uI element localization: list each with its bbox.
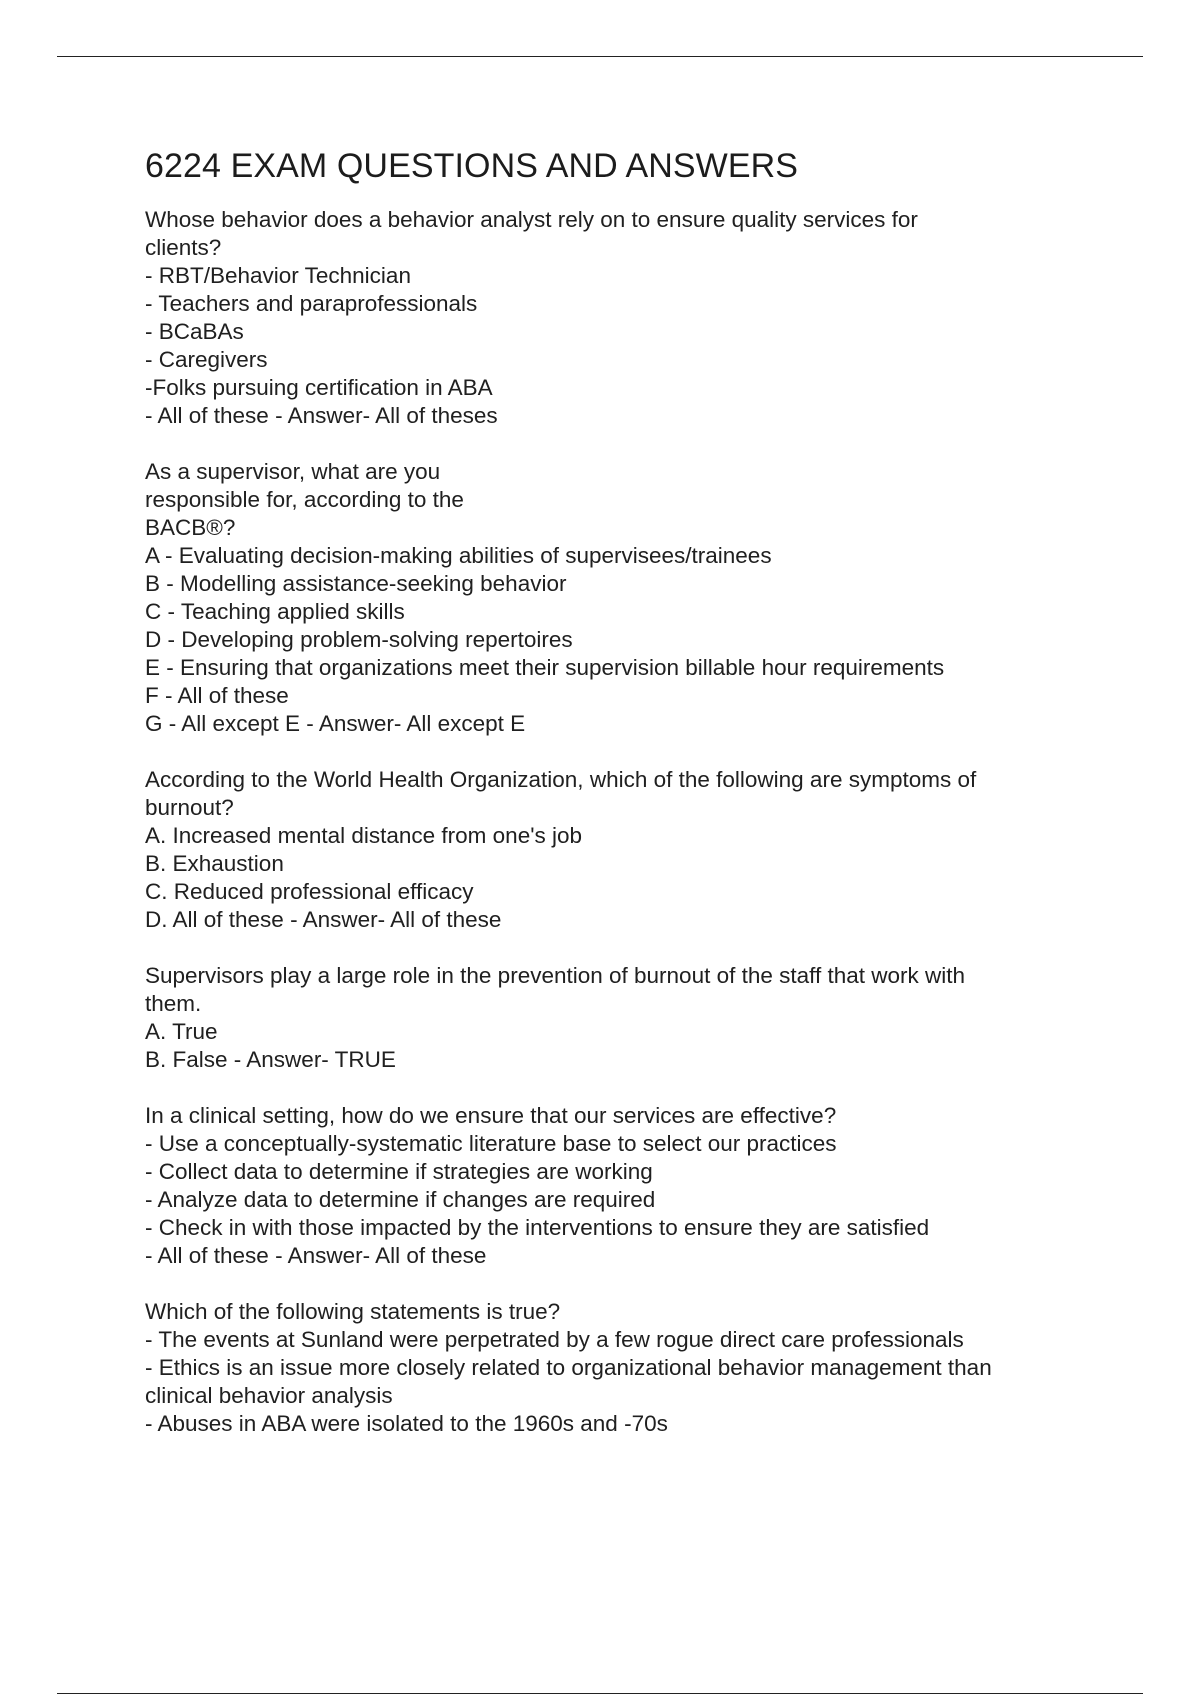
- answer-option: B. False - Answer- TRUE: [145, 1047, 396, 1072]
- question-block-2: [145, 458, 1085, 738]
- answer-option: C. Reduced professional efficacy: [145, 879, 474, 904]
- answer-option: - Use a conceptually-systematic literature base to select our practices: [145, 1131, 837, 1156]
- answer-option: A. True: [145, 1019, 218, 1044]
- answer-option: - Ethics is an issue more closely related to organizational behavior management than: [145, 1355, 992, 1380]
- question-text: According to the World Health Organization, which of the following are symptoms of: [145, 767, 977, 792]
- question-text: Whose behavior does a behavior analyst rely on to ensure quality services for: [145, 207, 918, 232]
- answer-option: F - All of these: [145, 683, 289, 708]
- answer-option: C - Teaching applied skills: [145, 599, 405, 624]
- answer-option: - The events at Sunland were perpetrated by a few rogue direct care professionals: [145, 1327, 964, 1352]
- answer-option: B. Exhaustion: [145, 851, 284, 876]
- answer-option: A. Increased mental distance from one's job: [145, 823, 583, 848]
- answer-option: D - Developing problem-solving repertoires: [145, 627, 573, 652]
- answer-option: - All of these - Answer- All of these: [145, 1243, 487, 1268]
- answer-option: G - All except E - Answer- All except E: [145, 711, 526, 736]
- question-block-5: [145, 1102, 1085, 1270]
- question-text: In a clinical setting, how do we ensure that our services are effective?: [145, 1103, 837, 1128]
- question-text: Supervisors play a large role in the prevention of burnout of the staff that work with: [145, 963, 966, 988]
- question-block-6: [145, 1298, 1085, 1438]
- answer-option: E - Ensuring that organizations meet their supervision billable hour requirements: [145, 655, 945, 680]
- answer-option: - Caregivers: [145, 347, 268, 372]
- question-text: As a supervisor, what are you: [145, 459, 441, 484]
- question-text: clients?: [145, 235, 222, 260]
- document-body: [145, 142, 1085, 1466]
- answer-option: - Analyze data to determine if changes are required: [145, 1187, 656, 1212]
- answer-option: D. All of these - Answer- All of these: [145, 907, 502, 932]
- question-block-1: [145, 206, 1085, 430]
- answer-option: B - Modelling assistance-seeking behavior: [145, 571, 567, 596]
- answer-option: - Check in with those impacted by the interventions to ensure they are satisfied: [145, 1215, 930, 1240]
- question-text: BACB®?: [145, 515, 236, 540]
- answer-option: - Teachers and paraprofessionals: [145, 291, 478, 316]
- question-block-4: [145, 962, 1085, 1074]
- footer-rule: [57, 1693, 1143, 1694]
- question-text: responsible for, according to the: [145, 487, 464, 512]
- answer-option: clinical behavior analysis: [145, 1383, 393, 1408]
- question-text: burnout?: [145, 795, 234, 820]
- answer-option: A - Evaluating decision-making abilities of supervisees/trainees: [145, 543, 772, 568]
- document-title: 6224 EXAM QUESTIONS AND ANSWERS: [145, 147, 799, 185]
- header-rule: [57, 56, 1143, 57]
- answer-option: - Collect data to determine if strategies are working: [145, 1159, 653, 1184]
- question-text: Which of the following statements is true?: [145, 1299, 561, 1324]
- answer-option: -Folks pursuing certification in ABA: [145, 375, 493, 400]
- question-block-3: [145, 766, 1085, 934]
- answer-option: - RBT/Behavior Technician: [145, 263, 411, 288]
- question-text: them.: [145, 991, 202, 1016]
- answer-option: - All of these - Answer- All of theses: [145, 403, 498, 428]
- answer-option: - BCaBAs: [145, 319, 244, 344]
- answer-option: - Abuses in ABA were isolated to the 1960s and -70s: [145, 1411, 668, 1436]
